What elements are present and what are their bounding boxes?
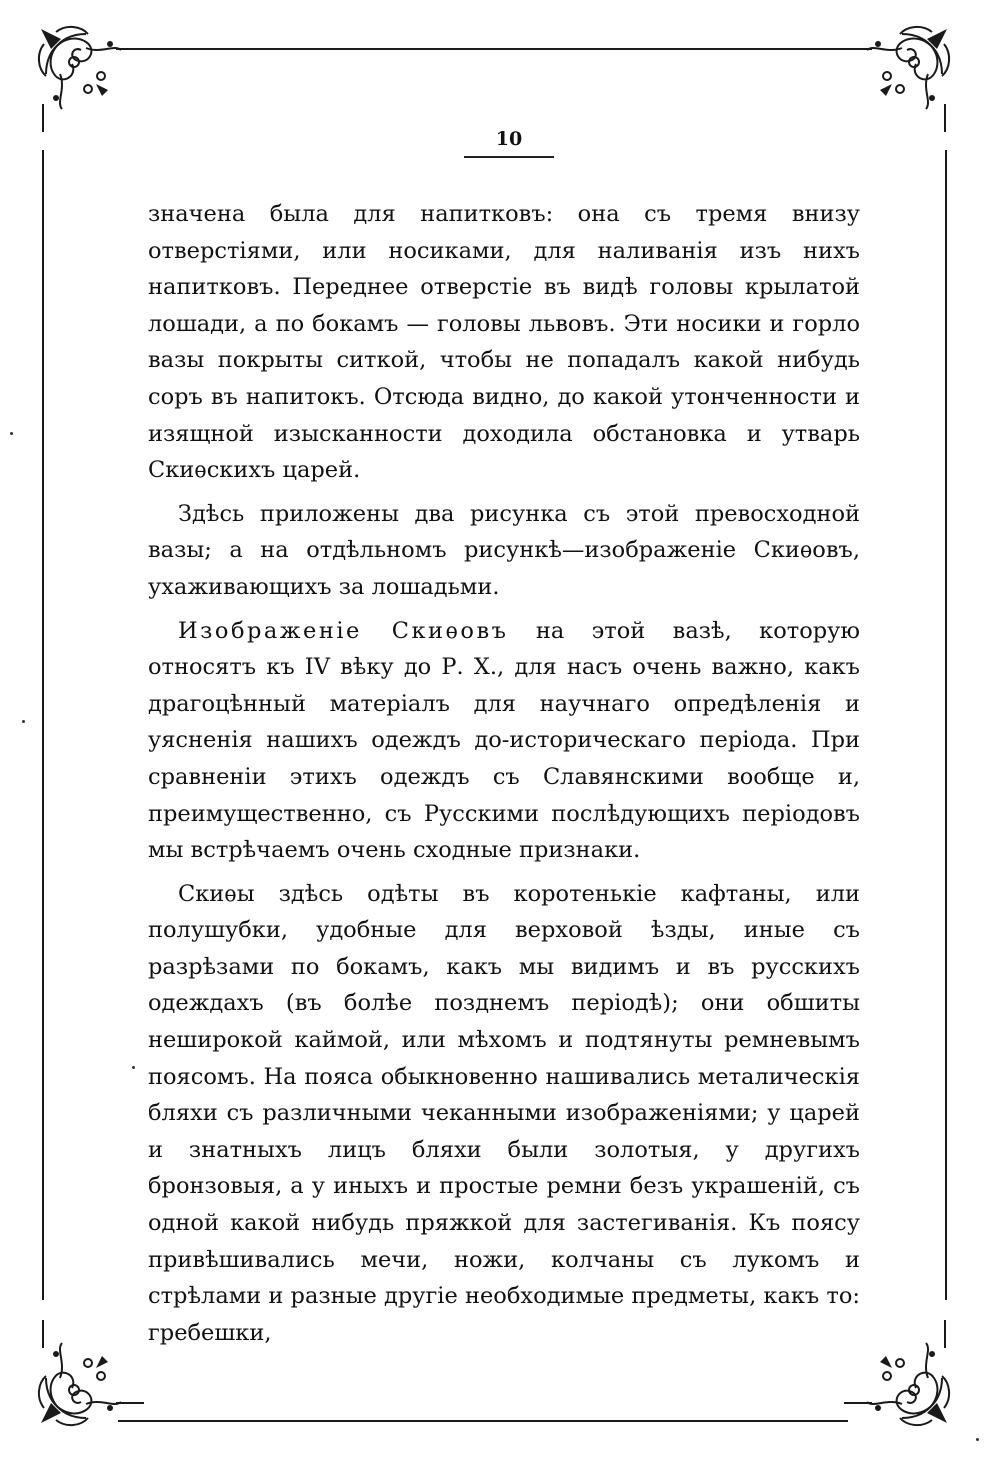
page-number: 10 [495,128,523,150]
paragraph-1: значена была для напитковъ: она съ тремя внизу отверстіями, или носиками, для наливанія изъ нихъ напитковъ. Переднее отверстіе въ видѣ головы крылатой лошади, а по бокамъ — головы львовъ. Эти носики и горло вазы покрыты ситкой, чтобы не попадалъ какой нибудь соръ въ напитокъ. Отсюда видно, до какой утонченности и изящной изысканности доходила обстановка и утварь Скиѳскихъ царей. [148,201,860,484]
corner-ornament-bottom-right [842,1318,962,1438]
page-number-underline [464,156,554,158]
paragraph-3 [148,613,860,869]
paragraph-4: Скиѳы здѣсь одѣты въ коротенькіе кафтаны, или полушубки, удобные для верховой ѣзды, иные съ разрѣзами по бокамъ, какъ мы видимъ и въ русскихъ одеждахъ (въ болѣе позднемъ періодѣ); они обшиты неширокой каймой, или мѣхомъ и подтянуты ремневымъ поясомъ. На пояса обыкновенно нашивались металическія бляхи съ различными чеканными изображеніями; у царей и знатныхъ лицъ бляхи были золотыя, у другихъ бронзовыя, а у иныхъ и простые ремни безъ украшеній, съ одной какой нибудь пряжкой для застегиванія. Къ поясу привѣшивались мечи, ножи, колчаны съ лукомъ и стрѣлами и разные другіе необходимые предметы, какъ то: гребешки, [148,880,860,1346]
scan-speck [22,720,25,723]
paragraph-3-text: на этой вазѣ, которую относятъ къ IV вѣку до Р. X., для насъ очень важно, какъ драгоцѣнный матеріалъ для научнаго опредѣленія и уясненія нашихъ одеждъ до-историческаго періода. При сравненіи этихъ одеждъ съ Славянскими вообще и, преимущественно, съ Русскими послѣдующихъ періодовъ мы встрѣчаемъ очень сходные признаки. [148,617,860,864]
corner-ornament-top-right [842,14,962,134]
scan-speck [10,432,13,435]
scan-speck [132,1066,135,1069]
spaced-lead-phrase: Изображеніе Скиѳовъ [178,617,509,644]
border-left-rule [42,150,44,1300]
border-top-rule [118,48,848,50]
corner-ornament-top-left [26,14,146,134]
body-text [148,196,860,1351]
corner-ornament-bottom-left [26,1318,146,1438]
border-right-rule [945,150,947,1300]
border-bottom-rule [118,1420,848,1422]
scan-speck [976,1438,979,1441]
paragraph-2: Здѣсь приложены два рисунка съ этой превосходной вазы; а на отдѣльномъ рисункѣ—изображеніе Скиѳовъ, ухаживающихъ за лошадьми. [148,500,860,600]
